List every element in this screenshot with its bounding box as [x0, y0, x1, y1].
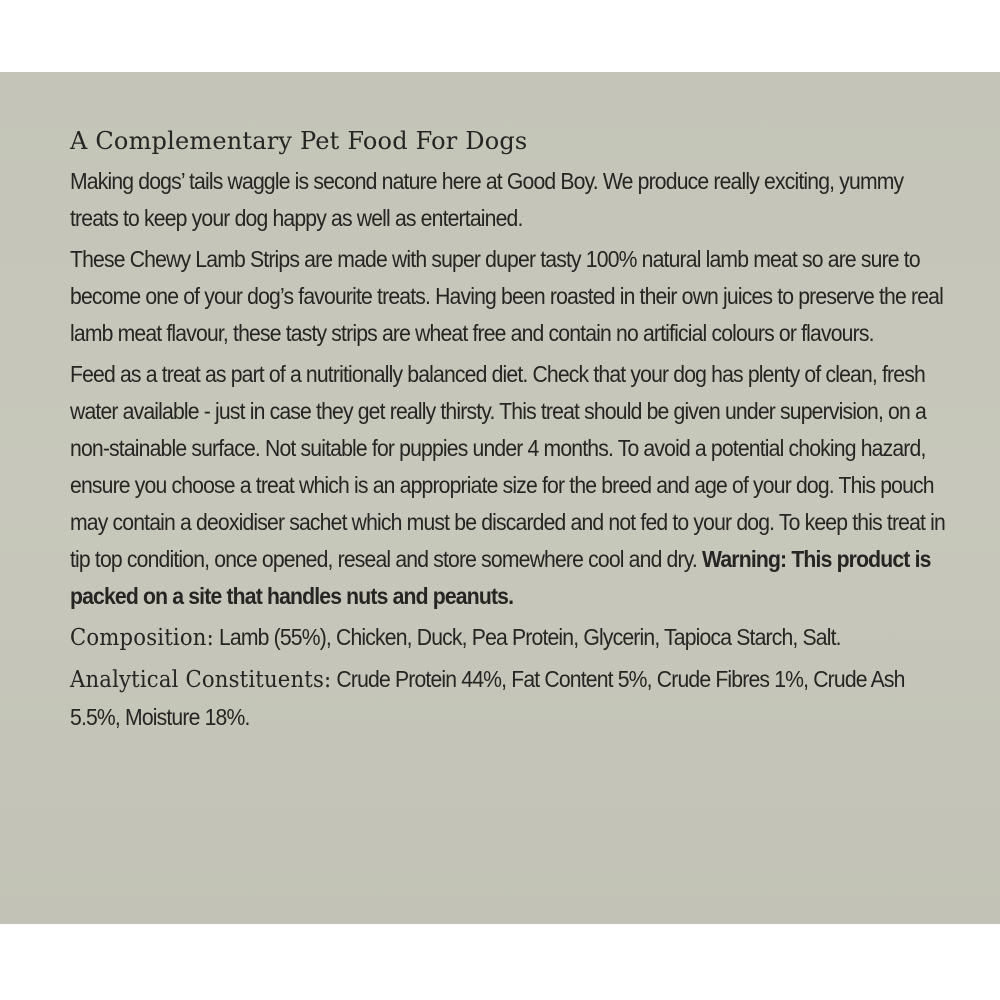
product-label-text [70, 127, 950, 740]
analytical-constituents-label: Analytical Constituents: [70, 667, 332, 693]
intro-paragraph: Making dogs’ tails waggle is second nature here at Good Boy. We produce really exciting, yummy treats to keep your dog happy as well as entertained. [70, 168, 904, 231]
feeding-guidelines-text: Feed as a treat as part of a nutritionally balanced diet. Check that your dog has plenty of clean, fresh water available - just in case they get really thirsty. This treat should be given under supervision, on a non-stainable surface. Not suitable for puppies under 4 months. To avoid a potential choking hazard, ensure you choose a treat which is an appropriate size for the breed and age of your dog. This pouch may contain a deoxidiser sachet which must be discarded and not fed to your dog. To keep this treat in tip top condition, once opened, reseal and store somewhere cool and dry. [70, 361, 945, 572]
feeding-guidelines-paragraph [70, 356, 953, 615]
label-photo [0, 72, 1000, 924]
composition-label: Composition: [70, 625, 214, 651]
composition-line [70, 619, 953, 657]
label-heading: A Complementary Pet Food For Dogs [70, 127, 528, 155]
nut-warning-text: Warning: This product is packed on a site that handles nuts and peanuts. [70, 546, 931, 609]
composition-value: Lamb (55%), Chicken, Duck, Pea Protein, Glycerin, Tapioca Starch, Salt. [218, 624, 841, 650]
analytical-constituents-value: Crude Protein 44%, Fat Content 5%, Crude Fibres 1%, Crude Ash 5.5%, Moisture 18%. [70, 666, 905, 730]
product-description-paragraph: These Chewy Lamb Strips are made with super duper tasty 100% natural lamb meat so are sure to become one of your dog’s favourite treats. Having been roasted in their own juices to preserve the real lamb meat flavour, these tasty strips are wheat free and contain no artificial colours or flavours. [70, 246, 943, 346]
analytical-constituents-line [70, 661, 953, 736]
